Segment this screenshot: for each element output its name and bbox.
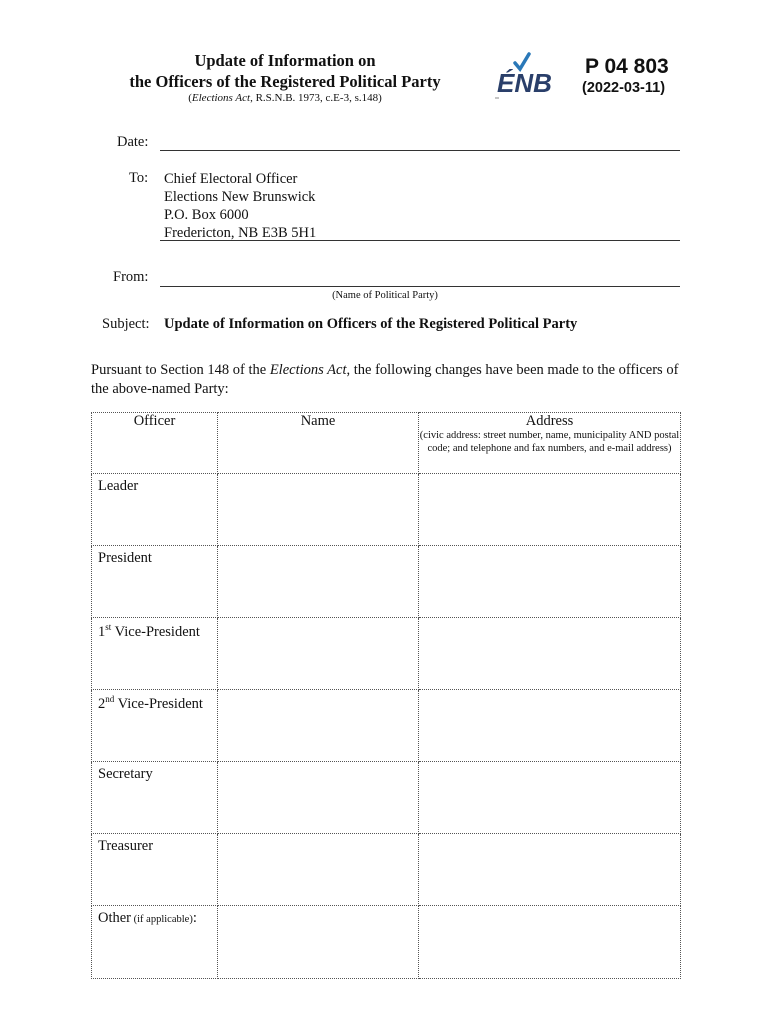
form-date: (2022-03-11) — [582, 80, 666, 96]
table-row — [92, 546, 681, 618]
officer-treasurer: Treasurer — [92, 834, 218, 906]
address-line: Chief Electoral Officer — [164, 171, 298, 187]
name-cell[interactable] — [218, 474, 419, 546]
intro-paragraph — [91, 361, 681, 399]
header-address-title: Address — [525, 413, 574, 429]
para-suffix: , the following changes have been made to the officers of the above-named Party: — [91, 362, 679, 397]
form-title-line2: the Officers of the Registered Political Party — [129, 72, 441, 91]
address-cell[interactable] — [419, 546, 681, 618]
date-label: Date: — [117, 134, 149, 150]
address-line: Elections New Brunswick — [164, 189, 316, 205]
header-name: Name — [218, 413, 419, 474]
table-row — [92, 618, 681, 690]
officer-other: Other (if applicable): — [92, 906, 218, 979]
logo-text: ÉNB — [497, 68, 552, 98]
table-row — [92, 834, 681, 906]
name-cell[interactable] — [218, 762, 419, 834]
address-cell[interactable] — [419, 474, 681, 546]
recipient-address — [164, 170, 316, 242]
header-officer: Officer — [92, 413, 218, 474]
para-prefix: Pursuant to Section 148 of the — [91, 362, 270, 378]
form-citation: (Elections Act, R.S.N.B. 1973, c.E-3, s.148) — [188, 92, 382, 104]
address-line: Fredericton, NB E3B 5H1 — [164, 225, 317, 241]
table-row — [92, 474, 681, 546]
party-name-field[interactable] — [160, 286, 680, 287]
officer-secretary: Secretary — [92, 762, 218, 834]
address-cell[interactable] — [419, 834, 681, 906]
officers-table — [91, 412, 681, 979]
table-row — [92, 762, 681, 834]
form-number: P 04 803 — [585, 55, 669, 78]
subject-text: Update of Information on Officers of the Registered Political Party — [164, 316, 578, 332]
date-field[interactable] — [160, 150, 680, 151]
officer-first-vice-president: 1st Vice-President — [92, 618, 218, 690]
party-name-caption: (Name of Political Party) — [332, 290, 438, 301]
to-label: To: — [129, 170, 149, 186]
citation-detail: , R.S.N.B. 1973, c.E-3, s.148 — [250, 92, 379, 104]
address-cell[interactable] — [419, 906, 681, 979]
subject-label: Subject: — [102, 316, 150, 332]
header-address — [419, 413, 681, 474]
address-cell[interactable] — [419, 762, 681, 834]
address-cell[interactable] — [419, 690, 681, 762]
officer-president: President — [92, 546, 218, 618]
table-header-row — [92, 413, 681, 474]
header-address-note: (civic address: street number, name, municipality AND postal code; and telephone and fax numbers, and e-mail address) — [419, 430, 680, 454]
officer-second-vice-president: 2nd Vice-President — [92, 690, 218, 762]
address-line: P.O. Box 6000 — [164, 207, 249, 223]
para-act-name: Elections Act — [269, 362, 347, 378]
table-row — [92, 906, 681, 979]
address-underline — [160, 240, 680, 241]
form-title-line1: Update of Information on — [194, 51, 376, 70]
officer-leader: Leader — [92, 474, 218, 546]
citation-act-name: Elections Act — [191, 92, 251, 104]
address-cell[interactable] — [419, 618, 681, 690]
from-label: From: — [113, 269, 149, 285]
name-cell[interactable] — [218, 906, 419, 979]
name-cell[interactable] — [218, 546, 419, 618]
name-cell[interactable] — [218, 834, 419, 906]
name-cell[interactable] — [218, 690, 419, 762]
name-cell[interactable] — [218, 618, 419, 690]
enb-logo — [495, 50, 569, 100]
table-row — [92, 690, 681, 762]
